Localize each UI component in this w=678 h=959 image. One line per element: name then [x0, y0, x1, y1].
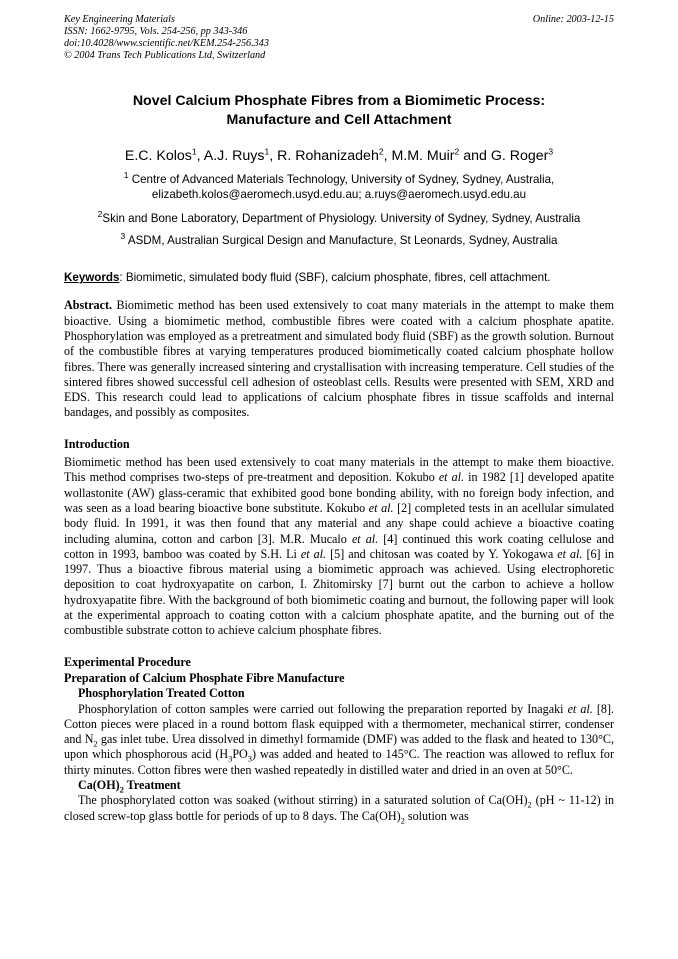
subscript: 3 [247, 753, 253, 764]
author-aff-mark: 1 [191, 146, 197, 157]
body-text: The phosphorylated cotton was soaked (without stirring) in a saturated solution of Ca(OH) [78, 793, 528, 808]
body-text: [8]. Cotton pieces were placed in a round bottom flask equipped with a thermometer, mechanical stirrer, condenser and N [64, 701, 614, 747]
author-aff-mark: 2 [378, 146, 384, 157]
subsubsection-heading [64, 778, 614, 793]
author-list: E.C. Kolos$^1$, A.J. Ruys$^1$, R. Rohanizadeh$^2$, M.M. Muir$^2$ and G. Roger$^3$ [124, 146, 554, 164]
subscript: 2 [400, 814, 405, 825]
title-line-1: Novel Calcium Phosphate Fibres from a Biomimetic Process: [132, 93, 546, 109]
heading-text: Treatment [123, 777, 181, 792]
author-aff-mark: 1 [264, 146, 270, 157]
heading-text: Ca(OH) [78, 777, 120, 792]
body-text: (pH ~ 11-12) in closed screw-top glass bottle for periods of up to 8 days. The Ca(OH) [64, 793, 614, 823]
et-al: et al. [351, 531, 379, 546]
intro-text: [2] completed tests in an acellular simulated body fluid. In 1991, it was then found that any material and any shape could achieve a bioactive coating including alumina, cotton and carbon [3]. M.R. Mucalo [64, 500, 615, 546]
introduction-heading: Introduction [64, 436, 130, 451]
affiliation-text: ASDM, Australian Surgical Design and Manufacture, St Leonards, Sydney, Australia [127, 233, 558, 247]
author-name: R. Rohanizadeh [277, 148, 379, 164]
author-name: E.C. Kolos [124, 148, 192, 164]
affiliation-2 [64, 209, 614, 227]
keywords-colon: : [119, 271, 123, 285]
intro-text: [4] continued this work coating cellulose and cotton in 1993, bamboo was coated by S.H. Li [64, 531, 614, 561]
author-name: G. Roger [490, 148, 549, 164]
author-aff-mark: 3 [548, 146, 554, 157]
et-al: et al. [438, 470, 465, 485]
et-al: et al. [557, 546, 583, 561]
subsection-heading: Preparation of Calcium Phosphate Fibre Manufacture [64, 670, 345, 685]
paper-page [64, 14, 614, 824]
intro-text: Biomimetic method has been used extensively to coat many materials in the attempt to make them bioactive. This method comprises two-steps of pre-treatment and deposition. Kokubo [64, 455, 614, 485]
affiliation-number: 2 [97, 209, 103, 220]
affiliation-text: Centre of Advanced Materials Technology, University of Sydney, Sydney, Australia, [131, 173, 555, 186]
body-text: PO [232, 747, 248, 762]
et-al: et al. [368, 500, 394, 515]
affiliation-emails: elizabeth.kolos@aeromech.usyd.edu.au; a.ruys@aeromech.usyd.edu.au [151, 187, 527, 201]
abstract-label: Abstract. [64, 298, 113, 313]
keywords-line [64, 270, 614, 285]
title-line-2: Manufacture and Cell Attachment [226, 112, 452, 128]
intro-text: [5] and chitosan was coated by Y. Yokogawa [326, 546, 558, 561]
intro-text: in 1982 [1] developed apatite wollastonite (AW) glass-ceramic that exhibited good bone bonding ability, with no foreign body infection, and was seen as a load bearing bioactive bone substitute. Kokubo [64, 470, 614, 515]
paper-title [64, 92, 614, 130]
issn-line: ISSN: 1662-9795, Vols. 254-256, pp 343-346 [64, 26, 248, 37]
et-al: et al. [567, 701, 593, 716]
affiliation-1 [64, 170, 614, 202]
abstract-text: Biomimetic method has been used extensively to coat many materials in the attempt to make them bioactive. Using a biomimetic method, combustible fibres were coated with a calcium phosphate apatite. Phosphorylation was employed as a pretreatment and simulated body fluid (SBF) as the growth solution. Burnout of the combustible fibres at varying temperatures produced biomimetically coated calcium phosphate hollow fibres. There was generally increased sintering and crystallisation with increasing temperature. Cell studies of the sintered fibres showed successful cell adhesion of osteoblast cells. Results were presented with SEM, XRD and EDS. This research could lead to applications of calcium phosphate fibres in tissue scaffolds and internal bandages, and possibly as composites. [64, 298, 614, 420]
introduction-paragraph [64, 455, 614, 639]
journal-header [64, 14, 614, 62]
subsubsection-heading: Phosphorylation Treated Cotton [78, 686, 245, 701]
intro-text: [6] in 1997. Thus a bioactive fibrous material using a biomimetic approach was achieved. Using electrophoretic deposition to coat hydroxyapatite on carbon, I. Zhitomirsky [7] burnt out the carbon to achieve a hollow hydroxyapatite fibre. With the background of both biomimetic coating and burnout, the following paper will look at the experimental approach to coating cotton with a calcium phosphate apatite, and the burning out of the combustible substrate cotton to achieve calcium phosphate fibres. [64, 546, 615, 638]
subscript: 3 [228, 753, 233, 764]
doi-line: doi:10.4028/www.scientific.net/KEM.254-256.343 [64, 38, 269, 49]
copyright-line: © 2004 Trans Tech Publications Ltd, Switzerland [64, 50, 266, 61]
phosphorylation-paragraph [64, 702, 614, 778]
body-text: ) was added and heated to 145°C. The reaction was allowed to reflux for thirty minutes. Cotton fibres were then washed repeatedly in distilled water and dried in an oven at 50°C. [64, 747, 614, 777]
subscript: 2 [93, 738, 98, 749]
body-text: solution was [404, 808, 469, 823]
caoh2-paragraph [64, 793, 614, 824]
abstract-paragraph [64, 298, 614, 420]
keywords-label: Keywords [64, 271, 120, 285]
subscript: 2 [527, 799, 532, 810]
body-text: gas inlet tube. Urea dissolved in dimethyl formamide (DMF) was added to the flask and heated to 130°C, upon which phosphorous acid (H [64, 732, 614, 762]
affiliation-number: 3 [120, 230, 126, 241]
subscript: 2 [119, 784, 124, 795]
author-name: A.J. Ruys [203, 148, 265, 164]
body-text: Phosphorylation of cotton samples were carried out following the preparation reported by Inagaki [78, 701, 568, 716]
affiliation-number: 1 [123, 170, 129, 181]
keywords-text: Biomimetic, simulated body fluid (SBF), calcium phosphate, fibres, cell attachment. [122, 271, 551, 285]
experimental-heading: Experimental Procedure [64, 654, 191, 669]
et-al: et al. [300, 546, 327, 561]
author-name: M.M. Muir [391, 148, 455, 164]
affiliation-3 [64, 230, 614, 249]
author-aff-mark: 2 [454, 146, 460, 157]
online-date: Online: 2003-12-15 [532, 14, 614, 25]
affiliation-text: Skin and Bone Laboratory, Department of Physiology. University of Sydney, Sydney, Australia [102, 212, 581, 226]
journal-name: Key Engineering Materials [64, 14, 175, 25]
